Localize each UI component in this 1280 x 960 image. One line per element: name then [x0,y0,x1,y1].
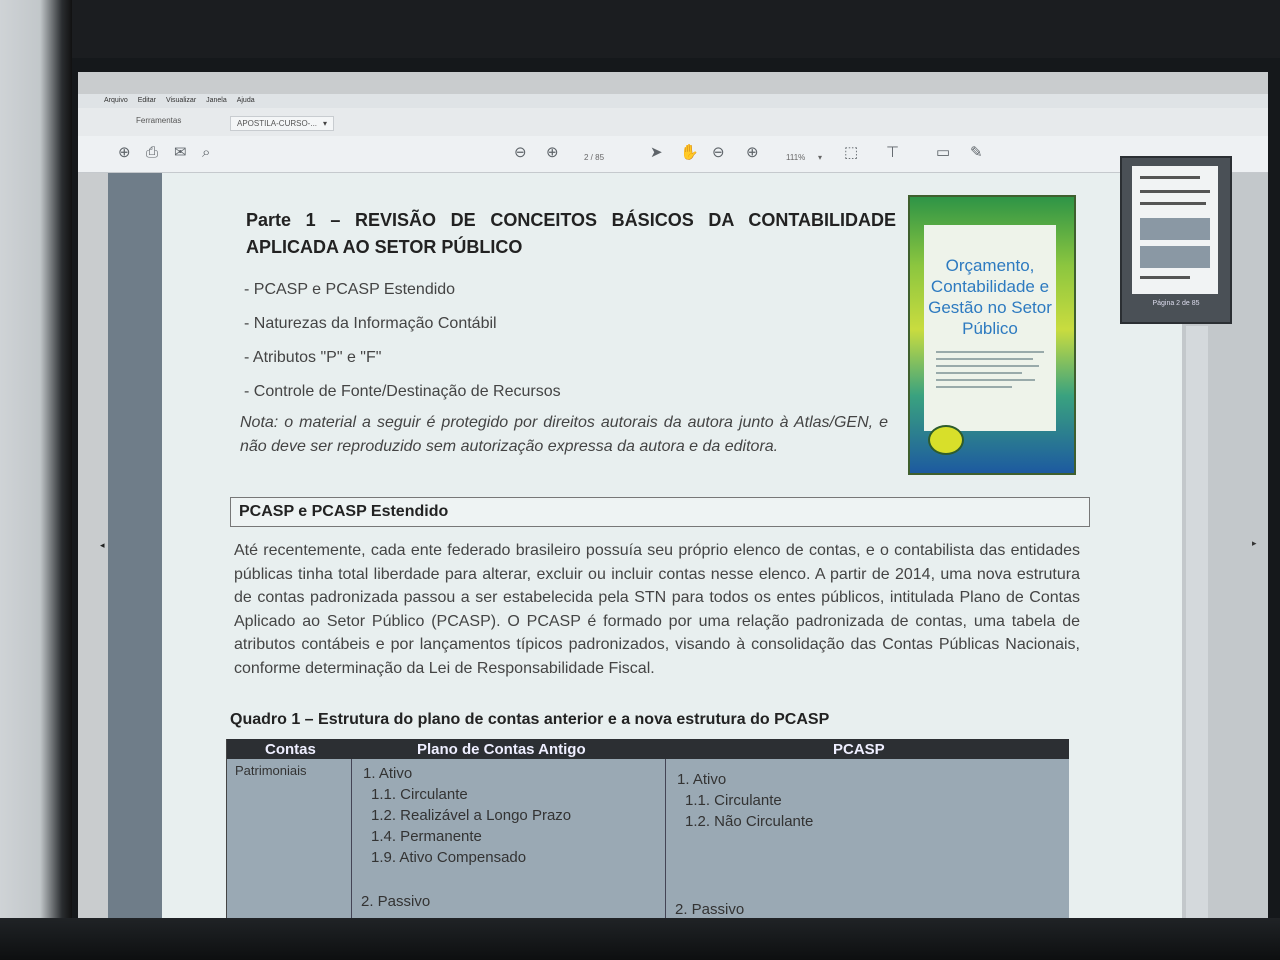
print-icon[interactable]: ⎙ [146,144,159,161]
page-counter[interactable]: 2 / 85 [584,153,605,162]
pdf-viewer-window [78,72,1268,930]
table-cell: 2. Passivo [361,893,431,910]
book-title: Orçamento, Contabilidade e Gestão no Setor Público [928,256,1052,338]
menu-janela[interactable]: Janela [206,97,227,104]
list-item: - Naturezas da Informação Contábil [244,315,497,332]
part-title: Parte 1 – REVISÃO DE CONCEITOS BÁSICOS DA CONTABILIDADE APLICADA AO SETOR PÚBLICO [246,210,896,257]
list-item: - PCASP e PCASP Estendido [244,281,456,298]
body-paragraph: Até recentemente, cada ente federado brasileiro possuía seu próprio elenco de contas, e o contabilista das entidades públicas tinha total liberdade para alterar, excluir ou incluir contas nesse elenco. A partir de 2014, uma nova estrutura de contas padronizada passou a ser estabelecida pela STN para todos os entes públicos, intitulada Plano de Contas Aplicado ao Setor Público (PCASP). O PCASP é formado por uma relação padronizada de contas, uma tabela de atributos contábeis e por lançamentos típicos padronizados, visando à consolidação das Contas Públicas Nacionais, conforme determinação da Lei de Responsabilidade Fiscal. [234,542,1080,677]
page-thumbnail[interactable] [1132,166,1218,294]
comment-icon[interactable]: ▭ [936,144,951,161]
zoom-out-icon[interactable]: ⊖ [712,144,725,161]
row-label: Patrimoniais [235,763,307,778]
close-icon[interactable]: ▾ [323,119,328,128]
left-navigation-pane [108,173,162,930]
table-cell: 1. Ativo [677,771,727,788]
column-divider [351,759,352,930]
fit-page-icon[interactable]: ⬚ [844,144,859,161]
next-page-icon[interactable]: ⊕ [546,144,559,161]
menu-visualizar[interactable]: Visualizar [165,97,197,104]
background-wall [0,0,1280,58]
zoom-level[interactable]: 111% [786,153,806,162]
hand-icon[interactable]: ✋ [680,144,699,161]
select-icon[interactable]: ➤ [650,144,663,161]
menu-arquivo[interactable]: Arquivo [104,97,128,104]
accounts-table [226,739,1069,930]
section-title: PCASP e PCASP Estendido [239,503,449,520]
menu-ajuda[interactable]: Ajuda [236,97,255,104]
table-cell: 1. Ativo [363,765,413,782]
toolbar [78,136,1268,173]
list-item: - Atributos "P" e "F" [244,349,382,366]
background-left [0,0,72,960]
column-divider [665,759,666,930]
page-thumbnail-panel[interactable] [1120,156,1232,324]
upload-icon[interactable]: ⊕ [118,144,131,161]
book-cover-image [908,195,1076,475]
old-plan-items [363,763,571,868]
table-cell: 2. Passivo [675,901,745,918]
prev-page-icon[interactable]: ⊖ [514,144,527,161]
table-caption: Quadro 1 – Estrutura do plano de contas anterior e a nova estrutura do PCASP [230,711,830,728]
search-icon[interactable]: ⌕ [202,144,211,161]
table-cell: 1.1. Circulante [685,792,782,809]
list-item: - Controle de Fonte/Destinação de Recursos [244,383,561,400]
desk-foreground [0,918,1280,960]
menu-editar[interactable]: Editar [137,97,156,104]
table-header [227,739,1069,759]
book-badge-icon [928,425,964,455]
book-cover-panel [924,225,1056,431]
table-cell: 1.9. Ativo Compensado [371,849,527,866]
tab-document-label: APOSTILA-CURSO-... [237,119,318,128]
tab-tools[interactable]: Ferramentas [136,116,182,125]
tab-document[interactable] [230,116,334,131]
zoom-in-icon[interactable]: ⊕ [746,144,759,161]
thumbnail-label: Página 2 de 85 [1152,300,1200,307]
menu-bar [78,94,1268,108]
table-cell: 1.2. Não Circulante [685,813,814,830]
copyright-note: Nota: o material a seguir é protegido por direitos autorais da autora junto à Atlas/GEN, e não deve ser reproduzido sem autorização expressa da autora e da editora. [240,414,888,455]
table-cell: 1.4. Permanente [371,828,482,845]
column-header-plano-antigo: Plano de Contas Antigo [417,741,586,758]
column-header-contas: Contas [265,741,316,758]
topic-list [244,273,684,409]
section-heading-box [230,497,1090,527]
email-icon[interactable]: ✉ [174,144,187,161]
column-header-pcasp: PCASP [833,741,885,758]
table-cell: 1.1. Circulante [371,786,468,803]
pen-icon[interactable]: ✎ [970,144,983,161]
book-cover-text-lines [936,351,1044,393]
left-pane-arrow-icon[interactable]: ◂ [100,540,105,550]
document-page [162,173,1182,930]
tab-bar [78,108,1268,136]
pcasp-items [677,769,813,832]
table-cell: 1.2. Realizável a Longo Prazo [371,807,572,824]
vertical-scrollbar[interactable] [1186,326,1208,930]
stamp-icon[interactable]: ⊤ [886,144,900,161]
right-pane-arrow-icon[interactable]: ▸ [1252,538,1257,548]
zoom-dropdown-icon[interactable]: ▾ [818,153,823,162]
